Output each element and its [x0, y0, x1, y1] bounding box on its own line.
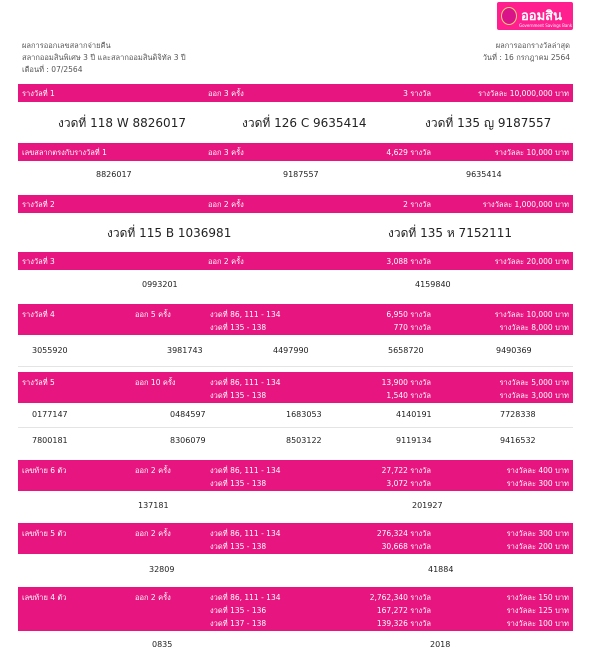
prize5-numbers-row1	[18, 410, 573, 424]
near-prize1-number: 8826017	[96, 170, 132, 179]
last5-amount: รางวัลละ 200 บาท	[506, 542, 569, 551]
last6-header	[18, 460, 573, 491]
last5-title: เลขท้าย 5 ตัว	[22, 529, 67, 538]
near-prize1-title: เลขสลากตรงกับรางวัลที่ 1	[22, 148, 107, 157]
prize5-amount: รางวัลละ 3,000 บาท	[499, 391, 569, 400]
prize3-header	[18, 252, 573, 270]
last5-period: งวดที่ 86, 111 - 134	[210, 529, 281, 538]
near-prize1-number: 9635414	[466, 170, 502, 179]
prize3-draw: ออก 2 ครั้ง	[208, 257, 244, 266]
prize2-draw: ออก 2 ครั้ง	[208, 200, 244, 209]
last6-amount: รางวัลละ 300 บาท	[506, 479, 569, 488]
last4-number: 0835	[152, 640, 173, 649]
prize3-title: รางวัลที่ 3	[22, 257, 55, 266]
prize5-number: 8306079	[170, 436, 206, 445]
header-left	[22, 40, 186, 76]
last4-period: งวดที่ 86, 111 - 134	[210, 593, 281, 602]
last6-number: 137181	[138, 501, 169, 510]
latest-result-label: ผลการออกรางวัลล่าสุด	[495, 41, 570, 50]
prize4-count: 770 รางวัล	[393, 323, 431, 332]
near-prize1-count: 4,629 รางวัล	[386, 148, 431, 157]
prize5-count: 1,540 รางวัล	[386, 391, 431, 400]
prize3-number: 0993201	[142, 280, 178, 289]
prize2-count: 2 รางวัล	[403, 200, 431, 209]
last6-period: งวดที่ 86, 111 - 134	[210, 466, 281, 475]
last6-numbers	[18, 501, 573, 515]
last5-number: 41884	[428, 565, 454, 574]
prize1-number: งวดที่ 135 ญ 9187557	[425, 116, 552, 130]
prize5-number: 9416532	[500, 436, 536, 445]
prize4-period: งวดที่ 86, 111 - 134	[210, 310, 281, 319]
prize4-amount: รางวัลละ 10,000 บาท	[494, 310, 569, 319]
prize5-number: 0177147	[32, 410, 68, 419]
near-prize1-numbers	[18, 170, 573, 184]
divider	[18, 366, 573, 367]
prize5-draw: ออก 10 ครั้ง	[135, 378, 176, 387]
prize5-period: งวดที่ 135 - 138	[210, 391, 267, 400]
gsb-seal-icon	[501, 7, 517, 25]
last4-numbers	[18, 640, 573, 654]
header-right	[483, 40, 570, 64]
last6-number: 201927	[412, 501, 443, 510]
last5-period: งวดที่ 135 - 138	[210, 542, 267, 551]
last4-draw: ออก 2 ครั้ง	[135, 593, 171, 602]
last5-header	[18, 523, 573, 554]
divider	[18, 427, 573, 428]
prize2-number: งวดที่ 115 B 1036981	[107, 226, 232, 240]
logo-text: ออมสิน	[521, 8, 563, 24]
last6-title: เลขท้าย 6 ตัว	[22, 466, 67, 475]
prize5-number: 7800181	[32, 436, 68, 445]
prize2-number: งวดที่ 135 ห 7152111	[388, 226, 513, 240]
prize1-number: งวดที่ 118 W 8826017	[58, 116, 186, 130]
prize1-number: งวดที่ 126 C 9635414	[242, 116, 367, 130]
last6-amount: รางวัลละ 400 บาท	[506, 466, 569, 475]
last4-amount: รางวัลละ 150 บาท	[506, 593, 569, 602]
prize4-period: งวดที่ 135 - 138	[210, 323, 267, 332]
last6-count: 27,722 รางวัล	[381, 466, 431, 475]
near-prize1-header	[18, 143, 573, 161]
prize2-header	[18, 195, 573, 213]
header-month: เดือนที่ : 07/2564	[22, 65, 83, 74]
last4-amount: รางวัลละ 125 บาท	[506, 606, 569, 615]
prize3-number: 4159840	[415, 280, 451, 289]
prize4-number: 9490369	[496, 346, 532, 355]
header-product: สลากออมสินพิเศษ 3 ปี และสลากออมสินดิจิทัล 3 ปี	[22, 53, 186, 62]
last4-header	[18, 587, 573, 631]
last4-period: งวดที่ 137 - 138	[210, 619, 267, 628]
last5-count: 276,324 รางวัล	[376, 529, 431, 538]
draw-date: วันที่ : 16 กรกฎาคม 2564	[482, 53, 570, 62]
last6-draw: ออก 2 ครั้ง	[135, 466, 171, 475]
prize1-amount: รางวัลละ 10,000,000 บาท	[478, 89, 569, 98]
prize4-title: รางวัลที่ 4	[22, 310, 55, 319]
near-prize1-number: 9187557	[283, 170, 319, 179]
prize4-number: 3055920	[32, 346, 68, 355]
last4-amount: รางวัลละ 100 บาท	[506, 619, 569, 628]
prize3-count: 3,088 รางวัล	[386, 257, 431, 266]
last4-title: เลขท้าย 4 ตัว	[22, 593, 67, 602]
prize4-draw: ออก 5 ครั้ง	[135, 310, 171, 319]
prize5-header	[18, 372, 573, 403]
last5-draw: ออก 2 ครั้ง	[135, 529, 171, 538]
last5-amount: รางวัลละ 300 บาท	[506, 529, 569, 538]
last4-period: งวดที่ 135 - 136	[210, 606, 267, 615]
prize2-numbers	[18, 224, 573, 244]
last4-number: 2018	[430, 640, 451, 649]
prize1-header	[18, 84, 573, 102]
logo-subtext: Government Savings Bank	[519, 23, 573, 28]
prize4-amount: รางวัลละ 8,000 บาท	[499, 323, 569, 332]
prize5-numbers-row2	[18, 436, 573, 450]
gsb-logo[interactable]	[497, 2, 573, 30]
header-title: ผลการออกเลขสลากจ่ายคืน	[22, 41, 111, 50]
prize3-numbers	[18, 280, 573, 294]
prize4-numbers	[18, 346, 573, 360]
last5-numbers	[18, 565, 573, 579]
prize5-amount: รางวัลละ 5,000 บาท	[499, 378, 569, 387]
prize5-number: 4140191	[396, 410, 432, 419]
prize3-amount: รางวัลละ 20,000 บาท	[494, 257, 569, 266]
last5-number: 32809	[149, 565, 175, 574]
last6-period: งวดที่ 135 - 138	[210, 479, 267, 488]
near-prize1-amount: รางวัลละ 10,000 บาท	[494, 148, 569, 157]
prize5-number: 0484597	[170, 410, 206, 419]
prize4-number: 4497990	[273, 346, 309, 355]
prize2-title: รางวัลที่ 2	[22, 200, 55, 209]
prize5-number: 1683053	[286, 410, 322, 419]
near-prize1-draw: ออก 3 ครั้ง	[208, 148, 244, 157]
prize5-count: 13,900 รางวัล	[381, 378, 431, 387]
last6-count: 3,072 รางวัล	[386, 479, 431, 488]
prize1-title: รางวัลที่ 1	[22, 89, 55, 98]
last4-count: 2,762,340 รางวัล	[369, 593, 431, 602]
prize5-title: รางวัลที่ 5	[22, 378, 55, 387]
prize4-number: 3981743	[167, 346, 203, 355]
prize4-header	[18, 304, 573, 335]
prize1-numbers	[18, 114, 573, 134]
prize4-number: 5658720	[388, 346, 424, 355]
prize5-number: 8503122	[286, 436, 322, 445]
prize5-number: 7728338	[500, 410, 536, 419]
last4-count: 139,326 รางวัล	[376, 619, 431, 628]
prize5-period: งวดที่ 86, 111 - 134	[210, 378, 281, 387]
last4-count: 167,272 รางวัล	[376, 606, 431, 615]
prize1-count: 3 รางวัล	[403, 89, 431, 98]
prize1-draw: ออก 3 ครั้ง	[208, 89, 244, 98]
prize2-amount: รางวัลละ 1,000,000 บาท	[482, 200, 569, 209]
prize4-count: 6,950 รางวัล	[386, 310, 431, 319]
prize5-number: 9119134	[396, 436, 432, 445]
last5-count: 30,668 รางวัล	[381, 542, 431, 551]
